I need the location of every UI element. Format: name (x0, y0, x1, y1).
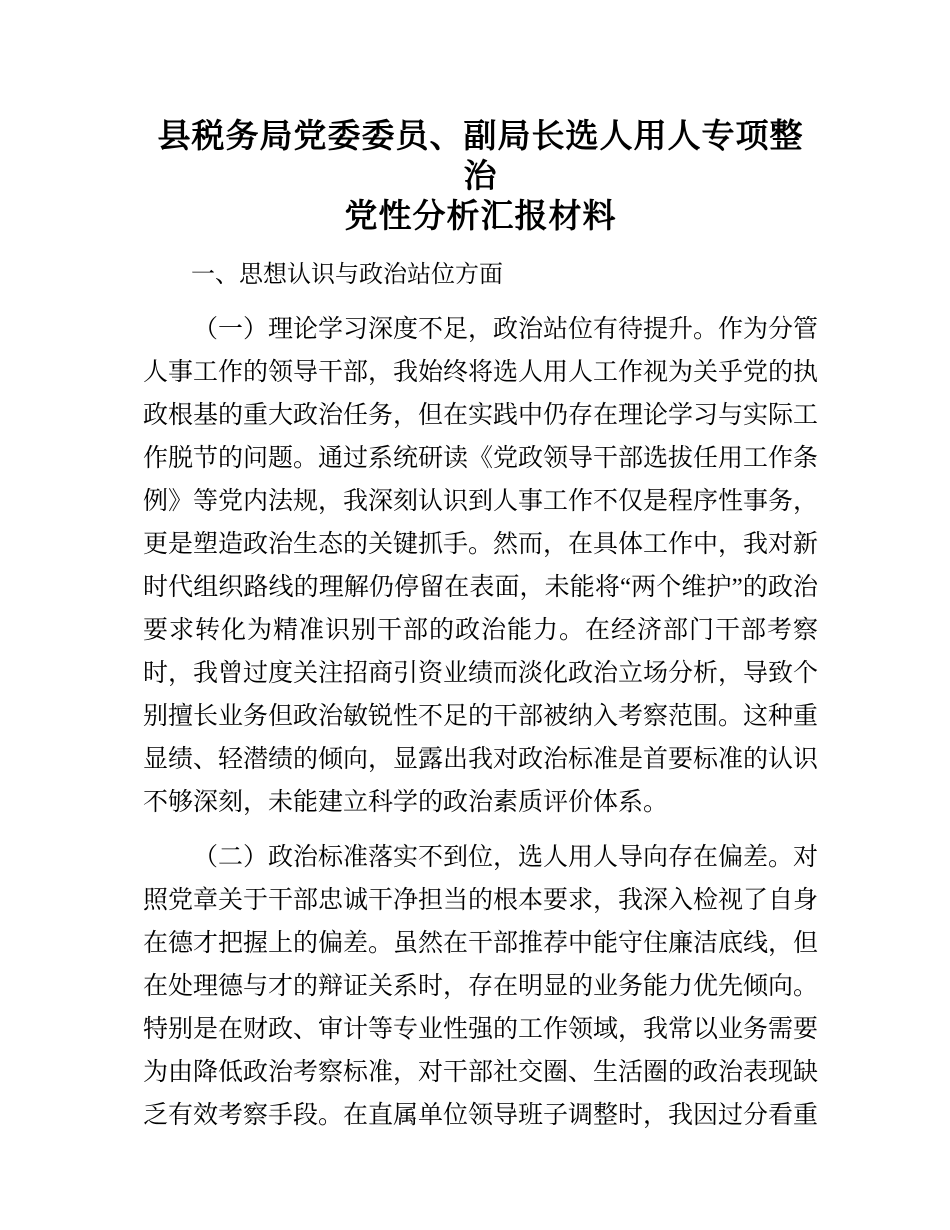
paragraph-1: （一）理论学习深度不足，政治站位有待提升。作为分管人事工作的领导干部，我始终将选人用人工作视为关乎党的执政根基的重大政治任务，但在实践中仍存在理论学习与实际工作脱节的问题。通过系统研读《党政领导干部选拔任用工作条例》等党内法规，我深刻认识到人事工作不仅是程序性事务，更是塑造政治生态的关键抓手。然而，在具体工作中，我对新时代组织路线的理解仍停留在表面，未能将“两个维护”的政治要求转化为精准识别干部的政治能力。在经济部门干部考察时，我曾过度关注招商引资业绩而淡化政治立场分析，导致个别擅长业务但政治敏锐性不足的干部被纳入考察范围。这种重显绩、轻潜绩的倾向，显露出我对政治标准是首要标准的认识不够深刻，未能建立科学的政治素质评价体系。 (143, 316, 819, 816)
section-heading: 一、思想认识与政治站位方面 (191, 262, 503, 288)
document-title (143, 116, 818, 236)
document-title-line-1: 县税务局党委委员、副局长选人用人专项整治 (157, 117, 804, 194)
document-title-line-2: 党性分析汇报材料 (344, 197, 617, 234)
paragraph-2: （二）政治标准落实不到位，选人用人导向存在偏差。对照党章关于干部忠诚干净担当的根本要求，我深入检视了自身在德才把握上的偏差。虽然在干部推荐中能守住廉洁底线，但在处理德与才的辩证关系时，存在明显的业务能力优先倾向。特别是在财政、审计等专业性强的工作领域，我常以业务需要为由降低政治考察标准，对干部社交圈、生活圈的政治表现缺乏有效考察手段。在直属单位领导班子调整时，我因过分看重 (143, 844, 819, 1129)
